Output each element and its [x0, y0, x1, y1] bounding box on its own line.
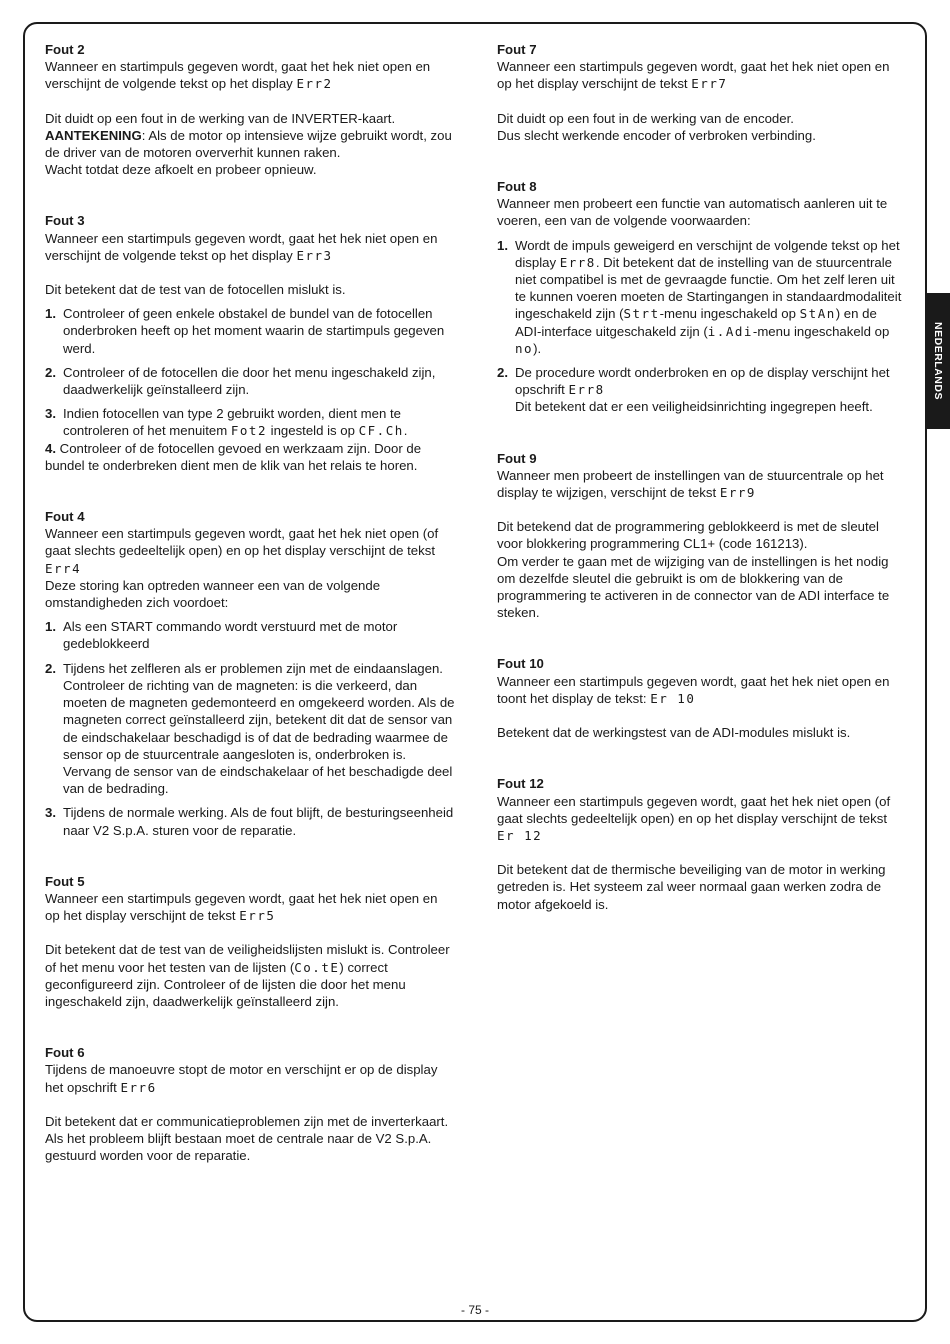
list-item: 1. Wordt de impuls geweigerd en verschijnt de volgende tekst op het display Err8. Dit betekent dat de instelling van de stuurcentrale niet compatibel is met de gevraagde functie. Om het zelf leren uit te kunnen voeren moeten de Startingangen in standaardmodaliteit ingeschakeld zijn (Strt-menu ingeschakeld op StAn) en de ADI-interface uitgeschakeld zijn (i.Adi-menu ingeschakeld op no). — [497, 237, 902, 356]
display-code: Err7 — [691, 76, 728, 92]
section-body: Dit betekent dat de test van de veiligheidslijsten mislukt is. Controleer of het menu voor het testen van de lijsten (Co.tE) correct geconfigureerd zijn. Controleer of de lijsten die door het menu ingeschakeld zijn, daadwerkelijk geïnstalleerd zijn. — [45, 942, 450, 1009]
display-code: CF.Ch — [358, 423, 404, 439]
section-title: Fout 4 — [45, 509, 85, 525]
display-code: Err3 — [296, 247, 333, 263]
section-intro: Wanneer een startimpuls gegeven wordt, gaat het hek niet open en verschijnt de volgende tekst op het display Err3 — [45, 230, 438, 263]
page-number: - 75 - — [460, 1303, 489, 1317]
section-title: Fout 3 — [45, 213, 85, 229]
list-item: 1. Als een START commando wordt verstuurd met de motor gedeblokkeerd — [45, 619, 398, 652]
display-code: Err4 — [45, 560, 82, 576]
section-body: Dit betekent dat er communicatieproblemen zijn met de inverterkaart. Als het probleem blijft bestaan moet de centrale naar de V2 S.p.A. gestuurd worden voor de reparatie. — [45, 1113, 449, 1164]
section-title: Fout 9 — [497, 450, 537, 466]
list-item: 3. Tijdens de normale werking. Als de fout blijft, de besturingseenheid naar V2 S.p.A. sturen voor de reparatie. — [45, 805, 454, 838]
section-body: Dit betekend dat de programmering geblokkeerd is met de sleutel voor blokkering programmering CL1+ (code 161213). — [497, 519, 879, 552]
list-item: 4. Controleer of de fotocellen gevoed en werkzaam zijn. Door de bundel te onderbreken dient men de klik van het relais te horen. — [45, 440, 422, 473]
section-body: Dit betekent dat de thermische beveiliging van de motor in werking getreden is. Het systeem zal weer normaal gaan werken zodra de motor afgekoeld is. — [497, 862, 886, 912]
section-fout-2 — [45, 41, 455, 178]
list-item: 2. Controleer of de fotocellen die door het menu ingeschakeld zijn, daadwerkelijk geïnstalleerd zijn. — [45, 364, 436, 398]
section-body: Dit duidt op een fout in de werking van de encoder. — [497, 110, 794, 126]
section-title: Fout 7 — [497, 42, 537, 57]
numbered-list — [497, 237, 905, 416]
right-column — [497, 41, 905, 913]
section-title: Fout 10 — [497, 656, 544, 672]
section-intro: Wanneer men probeert de instellingen van de stuurcentrale op het display te wijzigen, verschijnt de tekst Err9 — [497, 467, 884, 501]
section-fout-7 — [497, 41, 905, 144]
section-fout-9 — [497, 450, 905, 622]
display-code: Err5 — [239, 908, 276, 924]
section-intro: Wanneer en startimpuls gegeven wordt, gaat het hek niet open en verschijnt de volgende tekst op het display Err2 — [45, 59, 431, 92]
section-fout-5 — [45, 873, 455, 1010]
display-code: i.Adi — [707, 323, 753, 339]
section-body: Om verder te gaan met de wijziging van de instellingen is het nodig om dezelfde sleutel die gebruikt is om de blokkering van de programmering te activeren in de connector van de ADI interface te steken. — [497, 553, 890, 621]
section-body: Dit duidt op een fout in de werking van de INVERTER-kaart. — [45, 110, 396, 126]
display-code: Er 10 — [650, 690, 696, 706]
section-fout-10 — [497, 655, 905, 741]
left-column — [45, 41, 455, 1164]
section-intro: Wanneer een startimpuls gegeven wordt, gaat het hek niet open en op het display verschijnt de tekst Err5 — [45, 890, 438, 924]
section-title: Fout 2 — [45, 42, 85, 57]
section-fout-6 — [45, 1044, 455, 1164]
section-fout-8 — [497, 178, 905, 416]
section-title: Fout 8 — [497, 179, 537, 195]
language-tab-label: NEDERLANDS — [932, 322, 944, 400]
display-code: Strt — [623, 306, 660, 322]
display-code: Co.tE — [294, 959, 340, 975]
note-label: AANTEKENING — [45, 127, 142, 143]
section-title: Fout 5 — [45, 873, 85, 889]
display-code: StAn — [799, 306, 836, 322]
list-item: 2. De procedure wordt onderbroken en op de display verschijnt het opschrift Err8 Dit betekent dat er een veiligheidsinrichting ingegrepen heeft. — [497, 365, 890, 415]
section-note: AANTEKENING: Als de motor op intensieve wijze gebruikt wordt, zou de driver van de motoren oververhit kunnen raken. — [45, 127, 452, 161]
section-title: Fout 6 — [45, 1045, 85, 1061]
section-fout-12 — [497, 775, 905, 912]
section-intro: Wanneer een startimpuls gegeven wordt, gaat het hek niet open (of gaat slechts gedeeltelijk open) en op het display verschijnt de tekst Er 12 — [497, 793, 891, 843]
display-code: Err2 — [296, 76, 333, 92]
section-fout-3 — [45, 212, 455, 474]
section-fout-4 — [45, 508, 455, 839]
section-body: Dus slecht werkende encoder of verbroken verbinding. — [497, 127, 816, 143]
display-code: Fot2 — [230, 423, 267, 439]
section-intro: Wanneer een startimpuls gegeven wordt, gaat het hek niet open en toont het display de tekst: Er 10 — [497, 673, 890, 706]
section-intro: Wanneer een startimpuls gegeven wordt, gaat het hek niet open en op het display verschijnt de tekst Err7 — [497, 59, 890, 92]
display-code: Err6 — [120, 1079, 157, 1095]
list-item: 2. Tijdens het zelfleren als er problemen zijn met de eindaanslagen. Controleer de richting van de magneten: is die verkeerd, dan moeten de magneten gedemonteerd en omgekeerd worden. Als de magneten correct geïnstalleerd zijn, betekent dit dat de sensor van de eindschakelaar beschadigd is of dat de bedrading waarmee de sensor op de stuurcentrale aangesloten is, onderbroken is. Vervang de sensor van de eindschakelaar of het beschadigde deel van de bedrading. — [45, 660, 455, 797]
section-body: Dit betekent dat de test van de fotocellen mislukt is. — [45, 282, 346, 298]
display-code: no — [515, 340, 534, 356]
display-code: Er 12 — [497, 827, 543, 843]
list-item: 3. Indien fotocellen van type 2 gebruikt worden, dient men te controleren of het menuitem Fot2 ingesteld is op CF.Ch. — [45, 406, 408, 439]
section-body: Wacht totdat deze afkoelt en probeer opnieuw. — [45, 162, 317, 178]
section-intro: Tijdens de manoeuvre stopt de motor en verschijnt er op de display het opschrift Err6 — [45, 1062, 438, 1095]
section-title: Fout 12 — [497, 776, 544, 792]
display-code: Err8 — [568, 382, 605, 398]
list-item: 1. Controleer of geen enkele obstakel de bundel van de fotocellen onderbroken heeft op het moment waarin de startimpuls gegeven werd. — [45, 306, 445, 356]
section-intro: Wanneer een startimpuls gegeven wordt, gaat het hek niet open (of gaat slechts gedeeltelijk open) en op het display verschijnt de tekst Err4 — [45, 526, 439, 576]
numbered-list — [45, 305, 455, 439]
language-tab — [926, 293, 950, 429]
section-body: Betekent dat de werkingstest van de ADI-modules mislukt is. — [497, 725, 851, 741]
display-code: Err8 — [559, 254, 596, 270]
section-body: Deze storing kan optreden wanneer een van de volgende omstandigheden zich voordoet: — [45, 577, 381, 611]
section-intro: Wanneer men probeert een functie van automatisch aanleren uit te voeren, een van de volgende voorwaarden: — [497, 196, 888, 229]
numbered-list — [45, 618, 455, 838]
display-code: Err9 — [719, 485, 756, 501]
